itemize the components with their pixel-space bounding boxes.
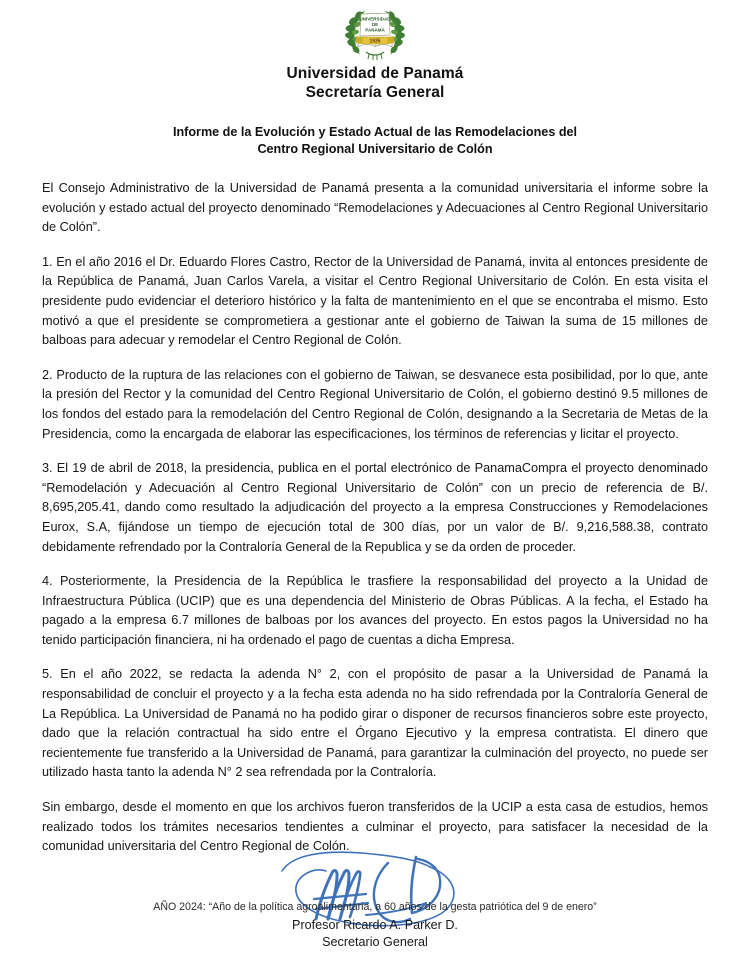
paragraph-5: 5. En el año 2022, se redacta la adenda N° 2, con el propósito de pasar a la Universidad de Panamá la responsabilidad de concluir el proyecto y a la fecha esta adenda no ha sido refrendada por la Contraloría General de La República. La Universidad de Panamá no ha podido girar o disponer de recursos financieros sobre este proyecto, dado que la relación contractual ha sido entre el Órgano Ejecutivo y la empresa contratista. El dinero que recientemente fue transferido a la Universidad de Panamá, para garantizar la culminación del proyecto, no puede ser utilizado hasta tanto la adenda N° 2 sea refrendada por la Contraloría. (42, 667, 708, 780)
signer-name: Profesor Ricardo A. Parker D. (292, 917, 458, 932)
paragraph-closing: Sin embargo, desde el momento en que los archivos fueron transferidos de la UCIP a esta casa de estudios, hemos realizado todos los trámites necesarios tendientes a culminar el proyecto, para satisfacer la necesidad de la comunidad universitaria del Centro Regional de Colón. (42, 800, 708, 854)
organization-heading (40, 64, 710, 102)
signer-role: Secretario General (322, 935, 428, 950)
paragraph-2: 2. Producto de la ruptura de las relaciones con el gobierno de Taiwan, se desvanece esta posibilidad, por lo que, ante la presión del Rector y la comunidad del Centro Regional Universitario de Colón, el gobierno destinó 9.5 millones de los fondos del estado para la remodelación del Centro Regional de Colón, designando a la Secretaria de Metas de la Presidencia, como la encargada de elaborar las especificaciones, los términos de referencias y licitar el proyecto. (42, 367, 708, 441)
paragraph-3: 3. El 19 de abril de 2018, la presidencia, publica en el portal electrónico de PanamaCompra el proyecto denominado “Remodelación y Adecuación al Centro Regional Universitario de Colón” con un precio de referencia de B/. 8,695,205.41, dando como resultado la adjudicación del proyecto a la empresa Construcciones y Remodelaciones Eurox, S.A, fijándose un tiempo de ejecución total de 300 días, por un valor de B/. 9,216,588.38, contrato debidamente refrendado por la Contraloría General de la Republica y se da orden de proceder. (42, 461, 708, 554)
signer-info (40, 917, 710, 952)
svg-text:DE: DE (371, 22, 379, 27)
document-title-line-1: Informe de la Evolución y Estado Actual de las Remodelaciones del (172, 125, 578, 139)
department-name: Secretaría General (305, 84, 445, 101)
svg-text:PANAMÁ: PANAMÁ (365, 27, 385, 33)
footer-note: AÑO 2024: “Año de la política agroalimentaria, a 60 años de la gesta patriótica del 9 de enero” (153, 901, 597, 913)
document-body (40, 179, 710, 857)
document-title-line-2: Centro Regional Universitario de Colón (257, 142, 493, 156)
paragraph-1: 1. En el año 2016 el Dr. Eduardo Flores Castro, Rector de la Universidad de Panamá, invita al entonces presidente de la República de Panamá, Juan Carlos Varela, a visitar el Centro Regional Universitario de Colón. En esta visita el presidente pudo evidenciar el deterioro histórico y la falta de mantenimiento en el que se encontraba el mismo. Esto motivó a que el presidente se comprometiera a gestionar ante el gobierno de Taiwan la suma de 15 millones de balboas para adecuar y remodelar el Centro Regional de Colón. (42, 254, 708, 348)
svg-text:UNIVERSIDAD: UNIVERSIDAD (359, 16, 391, 22)
svg-text:1935: 1935 (369, 38, 381, 45)
document-title (40, 124, 710, 158)
organization-name: Universidad de Panamá (286, 65, 464, 82)
paragraph-4: 4. Posteriormente, la Presidencia de la República le trasfiere la responsabilidad del proyecto a la Unidad de Infraestructura Pública (UCIP) que es una dependencia del Ministerio de Obras Públicas. A la fecha, el Estado ha pagado a la empresa 6.7 millones de balboas por los avances del proyecto. En estos pagos la Universidad no ha tenido participación financiera, ni ha ordenado el pago de cuentas a dicha Empresa. (42, 574, 708, 647)
university-crest-icon (343, 6, 407, 60)
paragraph-intro: El Consejo Administrativo de la Universidad de Panamá presenta a la comunidad universitaria el informe sobre la evolución y estado actual del proyecto denominado “Remodelaciones y Adecuaciones al Centro Regional Universitario de Colón”. (42, 181, 708, 235)
crest-container (40, 0, 710, 64)
